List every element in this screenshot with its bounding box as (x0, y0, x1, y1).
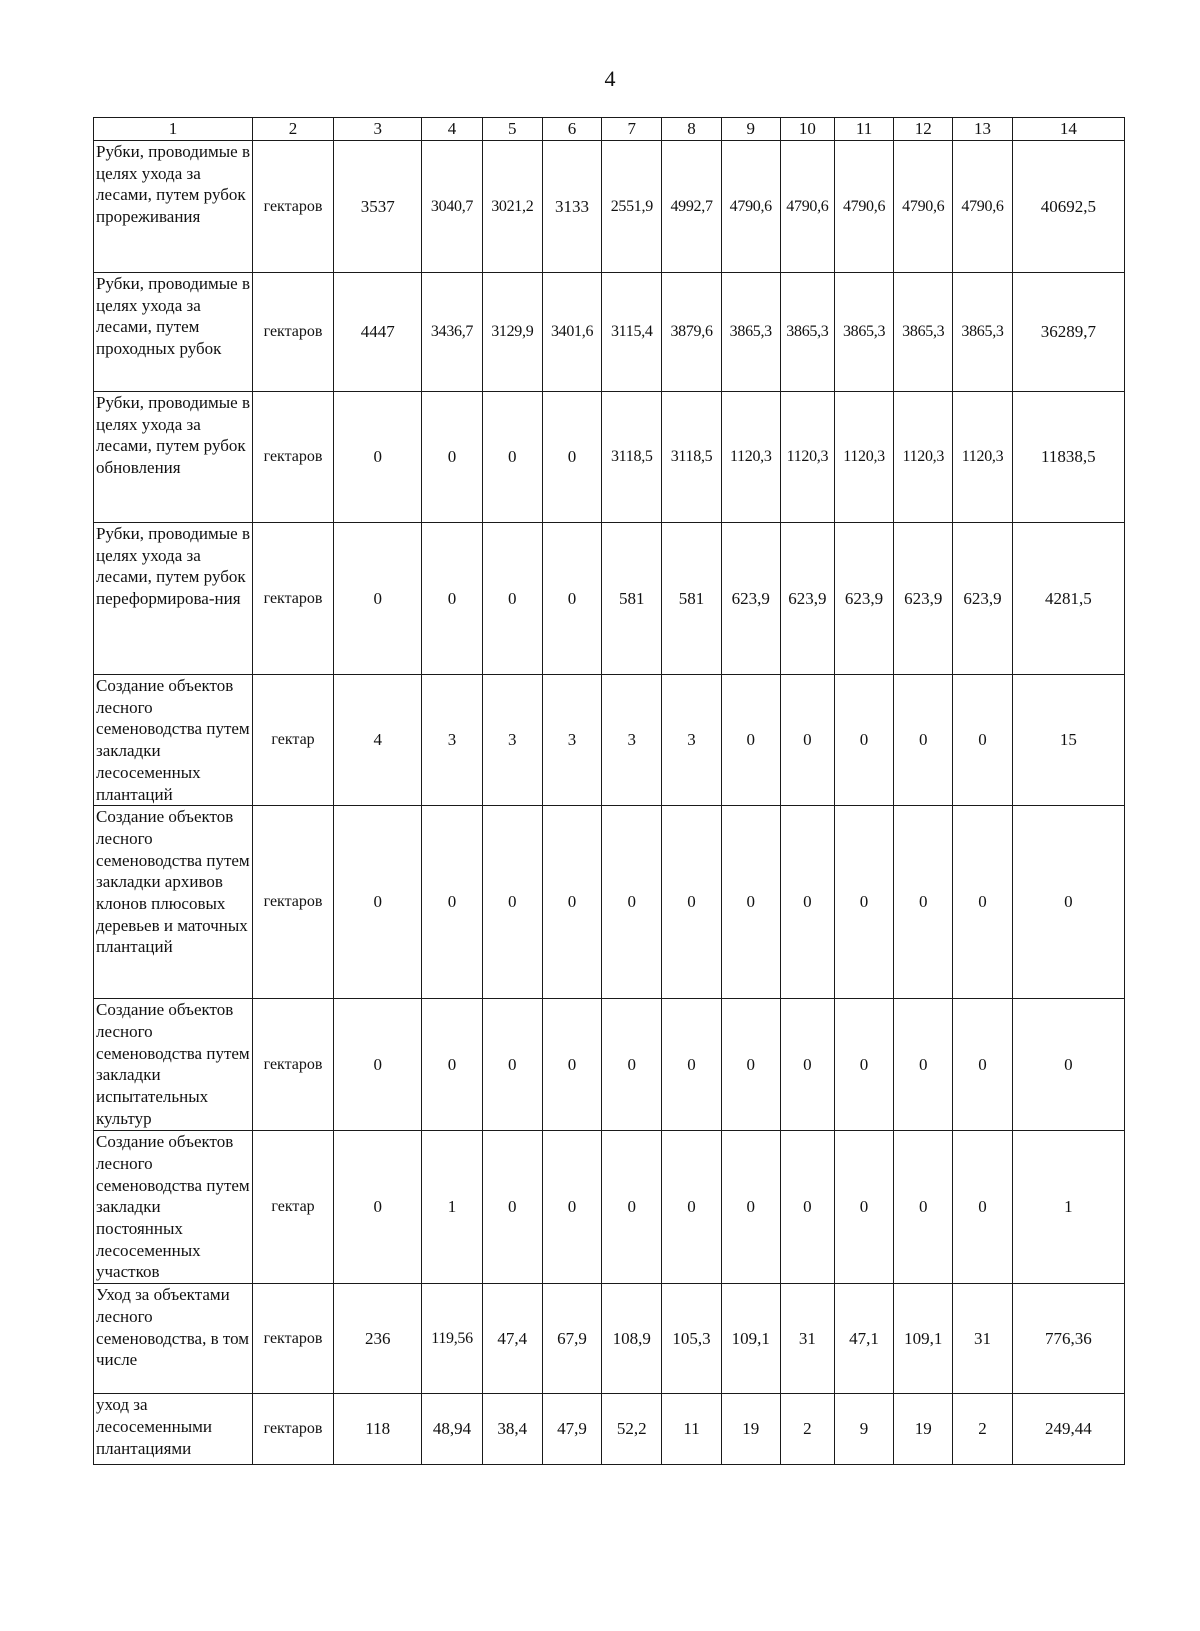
row-value: 623,9 (834, 523, 893, 675)
row-value: 0 (780, 1131, 834, 1284)
row-activity-name: Рубки, проводимые в целях ухода за лесами, путем рубок обновления (94, 392, 253, 523)
table-row (94, 1284, 1125, 1394)
row-value: 0 (953, 806, 1012, 999)
row-value: 105,3 (662, 1284, 721, 1394)
row-value: 623,9 (894, 523, 953, 675)
page-number: 4 (604, 66, 616, 91)
row-unit: гектаров (253, 999, 334, 1131)
column-header: 8 (662, 118, 721, 141)
row-total: 249,44 (1012, 1394, 1124, 1465)
row-value: 0 (482, 1131, 542, 1284)
row-value: 4 (334, 675, 422, 806)
row-unit: гектаров (253, 273, 334, 392)
row-value: 0 (834, 1131, 893, 1284)
row-value: 47,4 (482, 1284, 542, 1394)
column-header: 10 (780, 118, 834, 141)
row-value: 0 (894, 999, 953, 1131)
row-value: 0 (662, 806, 721, 999)
row-value: 3115,4 (602, 273, 662, 392)
row-value: 2 (953, 1394, 1012, 1465)
row-total: 4281,5 (1012, 523, 1124, 675)
row-value: 0 (422, 392, 482, 523)
row-value: 31 (780, 1284, 834, 1394)
row-value: 109,1 (894, 1284, 953, 1394)
row-value: 0 (780, 675, 834, 806)
row-unit: гектар (253, 675, 334, 806)
table-row (94, 675, 1125, 806)
row-value: 3865,3 (894, 273, 953, 392)
row-value: 1120,3 (894, 392, 953, 523)
row-value: 0 (662, 1131, 721, 1284)
table-row (94, 1394, 1125, 1465)
row-total: 1 (1012, 1131, 1124, 1284)
row-activity-name: Рубки, проводимые в целях ухода за лесами, путем рубок прореживания (94, 141, 253, 273)
row-value: 623,9 (953, 523, 1012, 675)
row-value: 48,94 (422, 1394, 482, 1465)
row-value: 0 (334, 999, 422, 1131)
row-value: 1120,3 (721, 392, 780, 523)
row-value: 0 (542, 999, 601, 1131)
row-value: 0 (953, 999, 1012, 1131)
row-activity-name: уход за лесосеменными плантациями (94, 1394, 253, 1465)
column-header: 3 (334, 118, 422, 141)
row-value: 3133 (542, 141, 601, 273)
row-value: 108,9 (602, 1284, 662, 1394)
row-value: 0 (422, 806, 482, 999)
row-value: 3865,3 (834, 273, 893, 392)
row-value: 3865,3 (721, 273, 780, 392)
row-value: 0 (834, 675, 893, 806)
row-value: 119,56 (422, 1284, 482, 1394)
header-row (94, 118, 1125, 141)
row-value: 3 (482, 675, 542, 806)
row-value: 0 (721, 675, 780, 806)
row-value: 236 (334, 1284, 422, 1394)
column-header: 4 (422, 118, 482, 141)
row-value: 0 (894, 1131, 953, 1284)
column-header: 6 (542, 118, 601, 141)
row-value: 4790,6 (780, 141, 834, 273)
column-header: 12 (894, 118, 953, 141)
row-value: 1 (422, 1131, 482, 1284)
row-value: 52,2 (602, 1394, 662, 1465)
row-value: 67,9 (542, 1284, 601, 1394)
row-unit: гектаров (253, 1284, 334, 1394)
column-header: 13 (953, 118, 1012, 141)
row-activity-name: Рубки, проводимые в целях ухода за лесами, путем рубок переформирова-ния (94, 523, 253, 675)
table-row (94, 392, 1125, 523)
row-value: 3879,6 (662, 273, 721, 392)
row-value: 0 (542, 392, 601, 523)
row-value: 4790,6 (721, 141, 780, 273)
row-value: 0 (542, 523, 601, 675)
row-value: 0 (721, 1131, 780, 1284)
row-value: 0 (482, 392, 542, 523)
row-activity-name: Создание объектов лесного семеноводства путем закладки архивов клонов плюсовых деревьев и маточных плантаций (94, 806, 253, 999)
row-value: 47,9 (542, 1394, 601, 1465)
row-total: 0 (1012, 999, 1124, 1131)
row-value: 0 (953, 1131, 1012, 1284)
row-value: 0 (602, 1131, 662, 1284)
table-row (94, 999, 1125, 1131)
row-value: 0 (721, 806, 780, 999)
row-unit: гектар (253, 1131, 334, 1284)
table-row (94, 806, 1125, 999)
row-value: 3436,7 (422, 273, 482, 392)
row-value: 0 (602, 999, 662, 1131)
row-activity-name: Создание объектов лесного семеноводства путем закладки лесосеменных плантаций (94, 675, 253, 806)
row-total: 776,36 (1012, 1284, 1124, 1394)
row-value: 581 (602, 523, 662, 675)
row-value: 31 (953, 1284, 1012, 1394)
column-header: 5 (482, 118, 542, 141)
forestry-table-container (93, 117, 1125, 1465)
row-value: 0 (894, 675, 953, 806)
row-value: 19 (894, 1394, 953, 1465)
row-value: 47,1 (834, 1284, 893, 1394)
row-value: 0 (894, 806, 953, 999)
row-activity-name: Создание объектов лесного семеноводства путем закладки постоянных лесосеменных участков (94, 1131, 253, 1284)
row-value: 0 (834, 999, 893, 1131)
table-body (94, 118, 1125, 1465)
table-row (94, 523, 1125, 675)
row-value: 0 (834, 806, 893, 999)
table-row (94, 1131, 1125, 1284)
row-value: 3537 (334, 141, 422, 273)
column-header: 11 (834, 118, 893, 141)
row-value: 0 (482, 806, 542, 999)
row-value: 3 (422, 675, 482, 806)
row-value: 3129,9 (482, 273, 542, 392)
row-value: 9 (834, 1394, 893, 1465)
row-value: 2 (780, 1394, 834, 1465)
row-value: 3040,7 (422, 141, 482, 273)
column-header: 2 (253, 118, 334, 141)
row-value: 3401,6 (542, 273, 601, 392)
row-value: 0 (780, 806, 834, 999)
row-value: 3118,5 (662, 392, 721, 523)
row-value: 3021,2 (482, 141, 542, 273)
row-value: 1120,3 (780, 392, 834, 523)
row-value: 3118,5 (602, 392, 662, 523)
table-row (94, 273, 1125, 392)
row-value: 0 (542, 806, 601, 999)
row-activity-name: Рубки, проводимые в целях ухода за лесами, путем проходных рубок (94, 273, 253, 392)
row-value: 0 (334, 392, 422, 523)
row-unit: гектаров (253, 141, 334, 273)
row-value: 4790,6 (894, 141, 953, 273)
row-unit: гектаров (253, 392, 334, 523)
row-value: 11 (662, 1394, 721, 1465)
row-value: 623,9 (780, 523, 834, 675)
row-value: 0 (662, 999, 721, 1131)
row-value: 3 (542, 675, 601, 806)
row-value: 38,4 (482, 1394, 542, 1465)
row-value: 2551,9 (602, 141, 662, 273)
row-value: 1120,3 (834, 392, 893, 523)
row-value: 4790,6 (834, 141, 893, 273)
forestry-table (93, 117, 1125, 1465)
row-value: 581 (662, 523, 721, 675)
row-value: 0 (602, 806, 662, 999)
row-total: 11838,5 (1012, 392, 1124, 523)
row-unit: гектаров (253, 1394, 334, 1465)
row-value: 623,9 (721, 523, 780, 675)
row-total: 40692,5 (1012, 141, 1124, 273)
row-value: 0 (334, 806, 422, 999)
row-value: 109,1 (721, 1284, 780, 1394)
row-total: 0 (1012, 806, 1124, 999)
column-header: 1 (94, 118, 253, 141)
row-value: 1120,3 (953, 392, 1012, 523)
row-value: 0 (953, 675, 1012, 806)
row-unit: гектаров (253, 806, 334, 999)
row-value: 0 (422, 999, 482, 1131)
column-header: 9 (721, 118, 780, 141)
column-header: 14 (1012, 118, 1124, 141)
row-unit: гектаров (253, 523, 334, 675)
row-value: 0 (721, 999, 780, 1131)
row-value: 118 (334, 1394, 422, 1465)
row-value: 3 (602, 675, 662, 806)
row-value: 4992,7 (662, 141, 721, 273)
row-total: 15 (1012, 675, 1124, 806)
row-value: 3865,3 (780, 273, 834, 392)
row-value: 19 (721, 1394, 780, 1465)
row-activity-name: Уход за объектами лесного семеноводства, в том числе (94, 1284, 253, 1394)
row-value: 4447 (334, 273, 422, 392)
row-value: 0 (334, 1131, 422, 1284)
row-value: 0 (422, 523, 482, 675)
row-value: 4790,6 (953, 141, 1012, 273)
row-value: 0 (780, 999, 834, 1131)
row-value: 0 (482, 999, 542, 1131)
row-value: 0 (482, 523, 542, 675)
row-value: 3 (662, 675, 721, 806)
column-header: 7 (602, 118, 662, 141)
table-row (94, 141, 1125, 273)
row-value: 0 (334, 523, 422, 675)
row-total: 36289,7 (1012, 273, 1124, 392)
row-activity-name: Создание объектов лесного семеноводства путем закладки испытательных культур (94, 999, 253, 1131)
row-value: 3865,3 (953, 273, 1012, 392)
row-value: 0 (542, 1131, 601, 1284)
